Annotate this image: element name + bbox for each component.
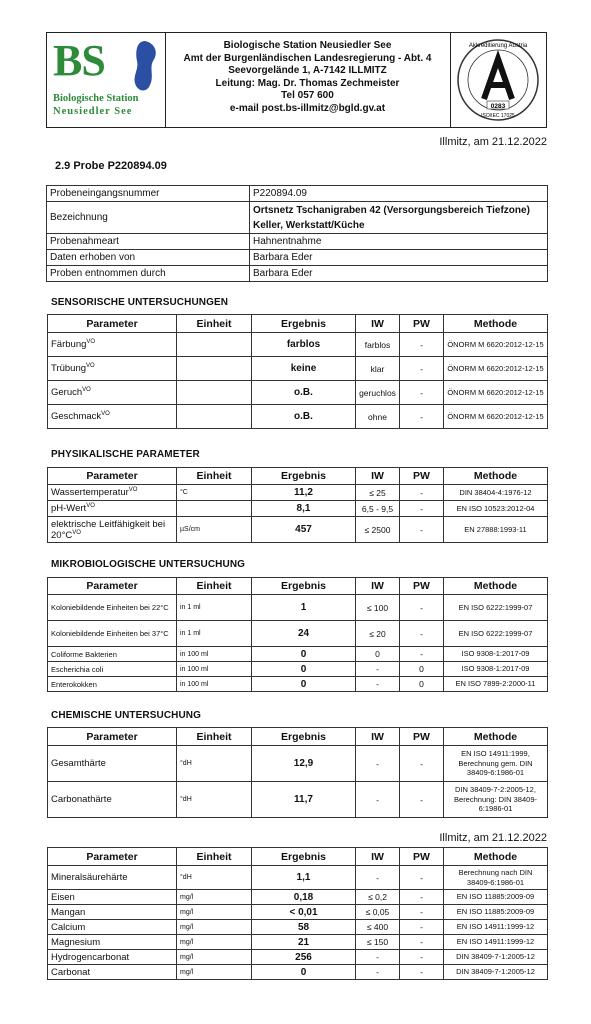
- table-row: [48, 782, 548, 818]
- column-header-iw: IW: [356, 578, 400, 595]
- parameter-cell: Coliforme Bakterien: [48, 647, 177, 662]
- iw-cell: -: [356, 782, 400, 818]
- info-label: Daten erhoben von: [47, 250, 250, 266]
- pw-cell: -: [400, 905, 444, 920]
- phys-table: [47, 467, 548, 543]
- unit-cell: mg/l: [177, 890, 252, 905]
- column-header-parameter: Parameter: [48, 468, 177, 485]
- method-cell: ISO 9308-1:2017-09: [444, 662, 548, 677]
- seal-caption: Akkreditierung Austria: [468, 43, 528, 49]
- regulation-mark: VO: [128, 486, 138, 493]
- method-cell: EN 27888:1993-11: [444, 517, 548, 543]
- method-cell: EN ISO 14911:1999, Berechnung gem. DIN 38409-6:1986-01: [444, 746, 548, 782]
- column-header-unit: Einheit: [177, 468, 252, 485]
- regulation-mark: VO: [72, 529, 81, 536]
- table-row: [48, 647, 548, 662]
- unit-cell: [177, 405, 252, 429]
- pw-cell: -: [400, 357, 444, 381]
- info-label: Proben entnommen durch: [47, 266, 250, 282]
- info-value: Barbara Eder: [250, 266, 548, 282]
- parameter-cell: Koloniebildende Einheiten bei 22°C: [48, 595, 177, 621]
- parameter-cell: Gesamthärte: [48, 746, 177, 782]
- parameter-cell: Koloniebildende Einheiten bei 37°C: [48, 621, 177, 647]
- column-header-pw: PW: [400, 315, 444, 333]
- method-cell: EN ISO 10523:2012-04: [444, 501, 548, 517]
- column-header-parameter: Parameter: [48, 315, 177, 333]
- logo-letters: BS: [53, 36, 105, 85]
- table-row: [48, 965, 548, 980]
- parameter-cell: pH-Wert$^{VO}$: [48, 501, 177, 517]
- method-cell: ÖNORM M 6620:2012-12-15: [444, 405, 548, 429]
- parameter-cell: Geschmack$^{VO}$: [48, 405, 177, 429]
- logo-name-line1: Biologische Station: [53, 93, 139, 104]
- table-row: [47, 202, 548, 234]
- section-heading-chem: CHEMISCHE UNTERSUCHUNG: [51, 710, 201, 721]
- method-cell: EN ISO 6222:1999-07: [444, 621, 548, 647]
- sensor-table: [47, 314, 548, 429]
- table-row: [48, 381, 548, 405]
- pw-cell: -: [400, 746, 444, 782]
- result-cell: 256: [252, 950, 356, 965]
- info-label: Probeneingangsnummer: [47, 186, 250, 202]
- unit-cell: mg/l: [177, 905, 252, 920]
- unit-cell: mg/l: [177, 950, 252, 965]
- iw-cell: -: [356, 746, 400, 782]
- iw-cell: ≤ 100: [356, 595, 400, 621]
- column-header-unit: Einheit: [177, 848, 252, 866]
- result-cell: 58: [252, 920, 356, 935]
- regulation-mark: VO: [86, 362, 95, 369]
- parameter-cell: Magnesium: [48, 935, 177, 950]
- regulation-mark: VO: [86, 502, 95, 509]
- parameter-cell: Mangan: [48, 905, 177, 920]
- pw-cell: -: [400, 920, 444, 935]
- iw-cell: 0: [356, 647, 400, 662]
- result-cell: 0: [252, 662, 356, 677]
- table-row: [48, 746, 548, 782]
- table-row: [48, 866, 548, 890]
- parameter-cell: Trübung$^{VO}$: [48, 357, 177, 381]
- iw-cell: ohne: [356, 405, 400, 429]
- info-value: Hahnentnahme: [250, 234, 548, 250]
- unit-cell: in 100 ml: [177, 647, 252, 662]
- iw-cell: geruchlos: [356, 381, 400, 405]
- parameter-cell: Carbonat: [48, 965, 177, 980]
- table-row: [48, 677, 548, 692]
- iw-cell: -: [356, 965, 400, 980]
- table-row: [47, 266, 548, 282]
- address-line: Tel 057 600: [281, 90, 334, 102]
- iw-cell: -: [356, 662, 400, 677]
- header-row: [48, 315, 548, 333]
- section-heading-sensor: SENSORISCHE UNTERSUCHUNGEN: [51, 297, 229, 308]
- method-cell: ÖNORM M 6620:2012-12-15: [444, 381, 548, 405]
- result-cell: o.B.: [252, 405, 356, 429]
- iw-cell: 6,5 - 9,5: [356, 501, 400, 517]
- report-date-repeat: Illmitz, am 21.12.2022: [439, 832, 547, 844]
- institution-address: [165, 33, 451, 127]
- table-row: [47, 250, 548, 266]
- pw-cell: 0: [400, 677, 444, 692]
- pw-cell: -: [400, 405, 444, 429]
- unit-cell: in 1 ml: [177, 595, 252, 621]
- column-header-pw: PW: [400, 848, 444, 866]
- column-header-unit: Einheit: [177, 578, 252, 595]
- column-header-method: Methode: [444, 728, 548, 746]
- iw-cell: ≤ 2500: [356, 517, 400, 543]
- column-header-result: Ergebnis: [252, 468, 356, 485]
- section-heading-phys: PHYSIKALISCHE PARAMETER: [51, 449, 200, 460]
- parameter-cell: Enterokokken: [48, 677, 177, 692]
- unit-cell: µS/cm: [177, 517, 252, 543]
- regulation-mark: VO: [82, 386, 91, 393]
- iw-cell: -: [356, 866, 400, 890]
- pw-cell: -: [400, 621, 444, 647]
- info-value: P220894.09: [250, 186, 548, 202]
- column-header-result: Ergebnis: [252, 578, 356, 595]
- table-row: [48, 621, 548, 647]
- result-cell: 0: [252, 677, 356, 692]
- pw-cell: -: [400, 485, 444, 501]
- parameter-cell: Carbonathärte: [48, 782, 177, 818]
- pw-cell: -: [400, 965, 444, 980]
- table-row: [48, 485, 548, 501]
- column-header-result: Ergebnis: [252, 315, 356, 333]
- column-header-unit: Einheit: [177, 315, 252, 333]
- pw-cell: -: [400, 647, 444, 662]
- result-cell: 1,1: [252, 866, 356, 890]
- result-cell: 11,7: [252, 782, 356, 818]
- address-line: Amt der Burgenländischen Landesregierung - Abt. 4: [183, 52, 432, 64]
- institution-logo: [47, 33, 166, 127]
- column-header-iw: IW: [356, 728, 400, 746]
- header-row: [48, 728, 548, 746]
- iw-cell: ≤ 0,2: [356, 890, 400, 905]
- unit-cell: in 1 ml: [177, 621, 252, 647]
- table-row: [48, 333, 548, 357]
- result-cell: 24: [252, 621, 356, 647]
- method-cell: ISO 9308-1:2017-09: [444, 647, 548, 662]
- result-cell: 0: [252, 647, 356, 662]
- method-cell: DIN 38404-4:1976-12: [444, 485, 548, 501]
- result-cell: < 0,01: [252, 905, 356, 920]
- letterhead: [46, 32, 547, 128]
- method-cell: Berechnung nach DIN 38409-6:1986-01: [444, 866, 548, 890]
- sample-info-table: [46, 185, 548, 282]
- table-row: [48, 501, 548, 517]
- address-line: Seevorgelände 1, A-7142 ILLMITZ: [228, 65, 387, 77]
- result-cell: 1: [252, 595, 356, 621]
- result-cell: 21: [252, 935, 356, 950]
- column-header-method: Methode: [444, 468, 548, 485]
- result-cell: keine: [252, 357, 356, 381]
- unit-cell: mg/l: [177, 920, 252, 935]
- result-cell: 457: [252, 517, 356, 543]
- info-value: Barbara Eder: [250, 250, 548, 266]
- parameter-cell: elektrische Leitfähigkeit bei $20^\circ C^{VO}$: [48, 517, 177, 543]
- method-cell: DIN 38409-7-1:2005-12: [444, 965, 548, 980]
- table-row: [47, 186, 548, 202]
- regulation-mark: VO: [101, 410, 110, 417]
- unit-cell: °dH: [177, 866, 252, 890]
- result-cell: 11,2: [252, 485, 356, 501]
- method-cell: EN ISO 7899-2:2000-11: [444, 677, 548, 692]
- lake-shape-icon: [125, 39, 161, 93]
- method-cell: ÖNORM M 6620:2012-12-15: [444, 357, 548, 381]
- table-row: [48, 920, 548, 935]
- result-cell: 0: [252, 965, 356, 980]
- micro-table: [47, 577, 548, 692]
- regulation-mark: VO: [86, 338, 96, 345]
- unit-cell: mg/l: [177, 965, 252, 980]
- logo-name-line2: Neusiedler See: [53, 106, 133, 117]
- unit-cell: [177, 501, 252, 517]
- report-date: Illmitz, am 21.12.2022: [439, 136, 547, 148]
- unit-cell: °dH: [177, 782, 252, 818]
- unit-cell: °C: [177, 485, 252, 501]
- parameter-cell: Färbung$^{VO}$: [48, 333, 177, 357]
- pw-cell: -: [400, 935, 444, 950]
- iw-cell: klar: [356, 357, 400, 381]
- result-cell: o.B.: [252, 381, 356, 405]
- pw-cell: -: [400, 333, 444, 357]
- table-row: [47, 234, 548, 250]
- column-header-method: Methode: [444, 848, 548, 866]
- pw-cell: -: [400, 501, 444, 517]
- column-header-result: Ergebnis: [252, 848, 356, 866]
- info-value: Ortsnetz Tschanigraben 42 (Versorgungsbereich Tiefzone) Keller, Werkstatt/Küche: [250, 202, 548, 234]
- iw-cell: ≤ 0,05: [356, 905, 400, 920]
- table-row: [48, 595, 548, 621]
- section-heading-micro: MIKROBIOLOGISCHE UNTERSUCHUNG: [51, 559, 246, 570]
- iw-cell: farblos: [356, 333, 400, 357]
- column-header-parameter: Parameter: [48, 578, 177, 595]
- result-cell: 12,9: [252, 746, 356, 782]
- probe-title: 2.9 Probe P220894.09: [55, 160, 167, 172]
- unit-cell: [177, 333, 252, 357]
- unit-cell: [177, 381, 252, 405]
- unit-cell: °dH: [177, 746, 252, 782]
- unit-cell: [177, 357, 252, 381]
- parameter-cell: Wassertemperatur$^{VO}$: [48, 485, 177, 501]
- seal-number: 0283: [490, 103, 506, 110]
- pw-cell: -: [400, 950, 444, 965]
- seal-iso: ISO/IEC 17025: [481, 113, 515, 119]
- method-cell: DIN 38409-7-2:2005-12, Berechnung: DIN 38409-6:1986-01: [444, 782, 548, 818]
- iw-cell: -: [356, 677, 400, 692]
- pw-cell: -: [400, 517, 444, 543]
- pw-cell: -: [400, 890, 444, 905]
- iw-cell: -: [356, 950, 400, 965]
- unit-cell: in 100 ml: [177, 662, 252, 677]
- column-header-pw: PW: [400, 468, 444, 485]
- header-row: [48, 468, 548, 485]
- pw-cell: -: [400, 866, 444, 890]
- table-row: [48, 405, 548, 429]
- header-row: [48, 848, 548, 866]
- method-cell: EN ISO 14911:1999-12: [444, 935, 548, 950]
- column-header-iw: IW: [356, 315, 400, 333]
- header-row: [48, 578, 548, 595]
- table-row: [48, 662, 548, 677]
- method-cell: DIN 38409-7-1:2005-12: [444, 950, 548, 965]
- column-header-pw: PW: [400, 578, 444, 595]
- parameter-cell: Mineralsäurehärte: [48, 866, 177, 890]
- address-line: e-mail post.bs-illmitz@bgld.gv.at: [229, 102, 386, 114]
- address-line: Biologische Station Neusiedler See: [223, 40, 392, 51]
- parameter-cell: Hydrogencarbonat: [48, 950, 177, 965]
- chem2-table: [47, 847, 548, 980]
- parameter-cell: Escherichia coli: [48, 662, 177, 677]
- table-row: [48, 905, 548, 920]
- pw-cell: -: [400, 381, 444, 405]
- address-line: Leitung: Mag. Dr. Thomas Zechmeister: [215, 77, 400, 89]
- column-header-parameter: Parameter: [48, 728, 177, 746]
- iw-cell: ≤ 25: [356, 485, 400, 501]
- info-label: Probenahmeart: [47, 234, 250, 250]
- column-header-parameter: Parameter: [48, 848, 177, 866]
- chem-table: [47, 727, 548, 818]
- parameter-cell: Geruch$^{VO}$: [48, 381, 177, 405]
- column-header-method: Methode: [444, 578, 548, 595]
- table-row: [48, 357, 548, 381]
- table-row: [48, 517, 548, 543]
- method-cell: EN ISO 6222:1999-07: [444, 595, 548, 621]
- column-header-iw: IW: [356, 848, 400, 866]
- iw-cell: ≤ 20: [356, 621, 400, 647]
- unit-cell: in 100 ml: [177, 677, 252, 692]
- unit-cell: mg/l: [177, 935, 252, 950]
- column-header-method: Methode: [444, 315, 548, 333]
- result-cell: 0,18: [252, 890, 356, 905]
- method-cell: EN ISO 11885:2009-09: [444, 905, 548, 920]
- table-row: [48, 935, 548, 950]
- column-header-unit: Einheit: [177, 728, 252, 746]
- pw-cell: 0: [400, 662, 444, 677]
- method-cell: ÖNORM M 6620:2012-12-15: [444, 333, 548, 357]
- method-cell: EN ISO 14911:1999-12: [444, 920, 548, 935]
- column-header-pw: PW: [400, 728, 444, 746]
- pw-cell: -: [400, 595, 444, 621]
- method-cell: EN ISO 11885:2009-09: [444, 890, 548, 905]
- accreditation-seal: [451, 33, 546, 127]
- pw-cell: -: [400, 782, 444, 818]
- table-row: [48, 890, 548, 905]
- result-cell: 8,1: [252, 501, 356, 517]
- parameter-cell: Calcium: [48, 920, 177, 935]
- accreditation-seal-icon: [451, 33, 546, 127]
- parameter-cell: Eisen: [48, 890, 177, 905]
- info-label: Bezeichnung: [47, 202, 250, 234]
- iw-cell: ≤ 400: [356, 920, 400, 935]
- iw-cell: ≤ 150: [356, 935, 400, 950]
- column-header-result: Ergebnis: [252, 728, 356, 746]
- result-cell: farblos: [252, 333, 356, 357]
- table-row: [48, 950, 548, 965]
- column-header-iw: IW: [356, 468, 400, 485]
